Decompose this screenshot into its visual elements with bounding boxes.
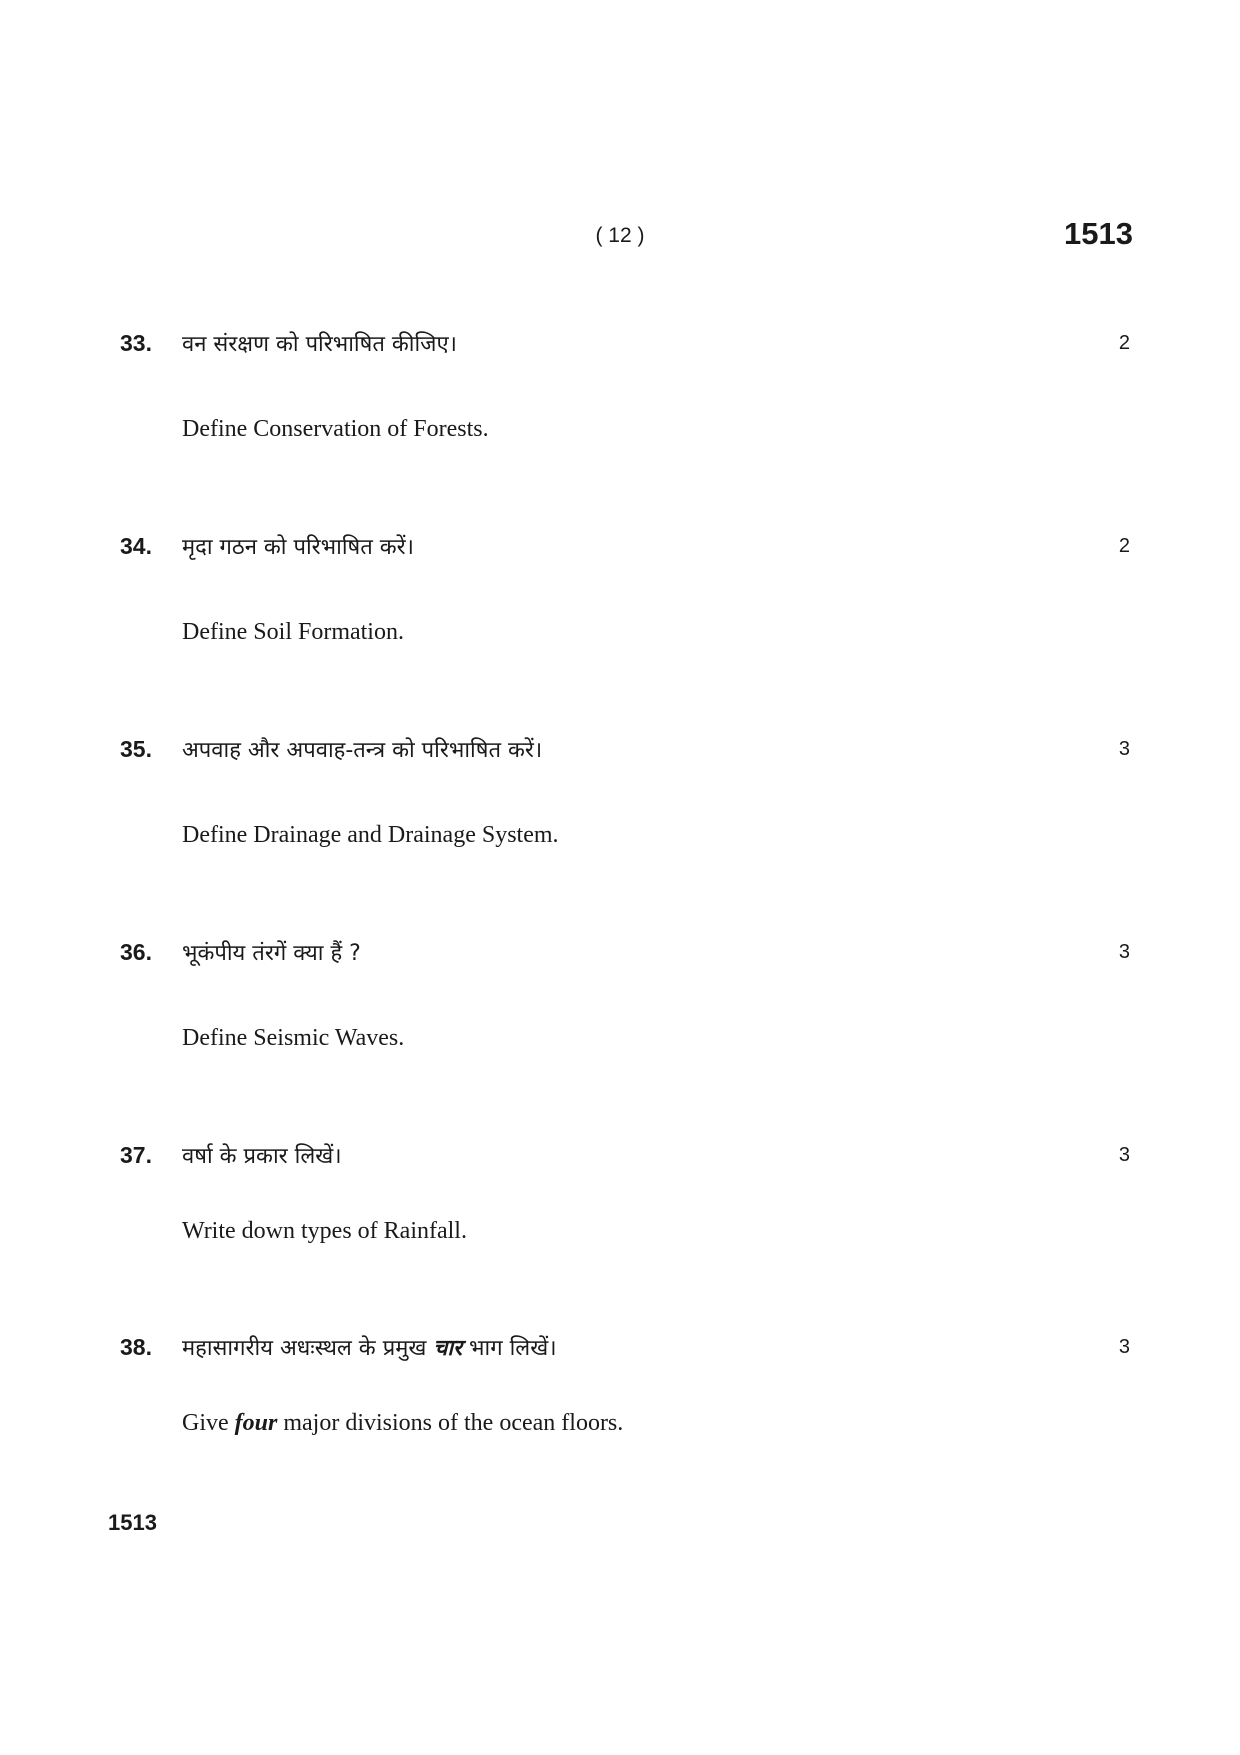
question-text-english: Write down types of Rainfall. [182,1218,467,1244]
question-number: 33. [120,330,152,356]
question-number: 35. [120,736,152,762]
english-text-after: major divisions of the ocean floors. [277,1410,624,1436]
question-marks: 2 [1118,535,1130,557]
question-marks: 2 [1118,332,1130,354]
hindi-emphasis: चार [433,1336,463,1361]
question-text-english: Define Drainage and Drainage System. [182,822,559,848]
hindi-text-before: महासागरीय अधःस्थल के प्रमुख [182,1336,434,1361]
question-number: 34. [120,533,152,559]
paper-code-footer: 1513 [108,1510,157,1535]
question-text-hindi: वन संरक्षण को परिभाषित कीजिए। [182,332,457,357]
question-text-hindi: मृदा गठन को परिभाषित करें। [182,535,415,560]
question-text-hindi: भूकंपीय तंरगें क्या हैं ? [182,941,361,966]
question-marks: 3 [1118,1336,1130,1358]
question-number: 36. [120,939,152,965]
question-text-hindi [182,1332,557,1362]
paper-code-header: 1513 [1064,216,1133,251]
question-text-hindi: वर्षा के प्रकार लिखें। [182,1144,342,1169]
question-number: 37. [120,1142,152,1168]
question-text-english [182,1410,623,1437]
question-text-hindi: अपवाह और अपवाह-तन्त्र को परिभाषित करें। [182,738,543,763]
question-text-english: Define Conservation of Forests. [182,416,489,442]
question-marks: 3 [1118,738,1130,760]
question-text-english: Define Soil Formation. [182,619,404,645]
question-marks: 3 [1118,941,1130,963]
english-text-before: Give [182,1410,235,1436]
hindi-text-after: भाग लिखें। [462,1336,557,1361]
question-text-english: Define Seismic Waves. [182,1025,405,1051]
english-emphasis: four [234,1410,278,1436]
question-number: 38. [120,1334,152,1360]
question-marks: 3 [1118,1144,1130,1166]
page-number: ( 12 ) [595,224,645,247]
